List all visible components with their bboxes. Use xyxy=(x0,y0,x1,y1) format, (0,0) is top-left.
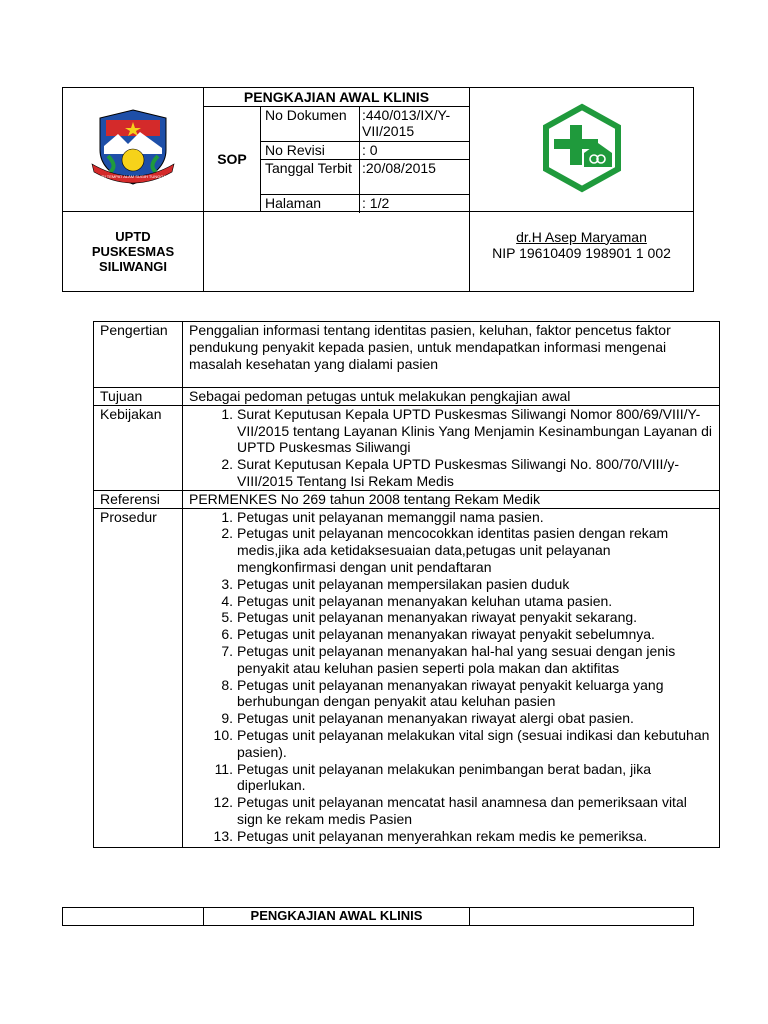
document-title: PENGKAJIAN AWAL KLINIS xyxy=(204,88,469,107)
header-info-cell xyxy=(204,88,470,212)
footer-blank-right xyxy=(470,908,694,926)
prosedur-item-text: Petugas unit pelayanan menanyakan riwayat penyakit keluarga yang berhubungan dengan penyakit atau keluhan pasien xyxy=(237,676,664,710)
prosedur-item xyxy=(189,609,713,626)
prosedur-item xyxy=(189,828,713,845)
kebijakan-item-number: 1. xyxy=(221,405,233,422)
referensi-label: Referensi xyxy=(94,490,183,508)
header-table xyxy=(62,87,694,292)
kebijakan-list xyxy=(189,406,713,490)
revision-value: : 0 xyxy=(362,142,378,158)
prosedur-item xyxy=(189,509,713,526)
tujuan-label: Tujuan xyxy=(94,388,183,406)
revision-label: No Revisi xyxy=(261,142,360,159)
prosedur-item-text: Petugas unit pelayanan menanyakan riwayat penyakit sekarang. xyxy=(237,609,638,626)
tujuan-text: Sebagai pedoman petugas untuk melakukan pengkajian awal xyxy=(183,388,720,406)
doc-number-value: :440/013/IX/Y-VII/2015 xyxy=(362,107,451,139)
footer-blank-left xyxy=(63,908,204,926)
prosedur-item-text: Petugas unit pelayanan mencatat hasil anamnesa dan pemeriksaan vital sign ke rekam medis Pasien xyxy=(237,794,687,827)
kebijakan-item-text: Surat Keputusan Kepala UPTD Puskesmas Siliwangi No. 800/70/VIII/y-VIII/2015 Tentang Isi Rekam Medis xyxy=(237,456,679,489)
prosedur-item xyxy=(189,593,713,610)
prosedur-item xyxy=(189,576,713,593)
prosedur-item-number: 2. xyxy=(221,525,233,542)
pengertian-label: Pengertian xyxy=(94,322,183,388)
prosedur-item-number: 4. xyxy=(221,592,233,609)
prosedur-item xyxy=(189,761,713,795)
page-label: Halaman xyxy=(261,195,360,213)
prosedur-item-text: Petugas unit pelayanan melakukan penimbangan berat badan, jika diperlukan. xyxy=(237,760,652,794)
prosedur-item-number: 7. xyxy=(221,642,233,659)
prosedur-item-text: Petugas unit pelayanan mempersilakan pasien duduk xyxy=(237,575,570,592)
prosedur-item-number: 9. xyxy=(221,710,233,727)
pengertian-text: Penggalian informasi tentang identitas pasien, keluhan, faktor pencetus faktor pendukung penyakit kepada pasien, untuk mendapatkan informasi mengenai masalah kesehatan yang dialami pasien xyxy=(183,322,720,388)
org-line-3: SILIWANGI xyxy=(99,259,167,274)
prosedur-item xyxy=(189,626,713,643)
prosedur-item-text: Petugas unit pelayanan mencocokkan identitas pasien dengan rekam medis,jika ada ketidaksesuaian data,petugas unit pelayanan mengkonfirmasi dengan unit pendaftaran xyxy=(237,525,669,575)
footer-title: PENGKAJIAN AWAL KLINIS xyxy=(204,908,470,926)
prosedur-item-number: 8. xyxy=(221,676,233,693)
prosedur-item-number: 1. xyxy=(221,508,233,525)
prosedur-item xyxy=(189,794,713,828)
prosedur-item-number: 6. xyxy=(221,626,233,643)
prosedur-item xyxy=(189,710,713,727)
prosedur-label: Prosedur xyxy=(94,508,183,847)
prosedur-item-text: Petugas unit pelayanan menyerahkan rekam medis ke pemeriksa. xyxy=(237,827,648,844)
org-line-2: PUSKESMAS xyxy=(91,244,175,259)
issue-date-label: Tanggal Terbit xyxy=(261,160,360,194)
prosedur-item-number: 3. xyxy=(221,575,233,592)
sop-label: SOP xyxy=(204,107,261,211)
prosedur-item-text: Petugas unit pelayanan menanyakan riwayat alergi obat pasien. xyxy=(237,710,634,727)
prosedur-item-text: Petugas unit pelayanan melakukan vital sign (sesuai indikasi dan kebutuhan pasien). xyxy=(237,726,710,760)
kebijakan-item xyxy=(189,456,713,490)
org-line-1: UPTD xyxy=(115,229,151,244)
prosedur-list xyxy=(189,509,713,845)
signer-nip: NIP 19610409 198901 1 002 xyxy=(492,244,671,261)
prosedur-item-number: 12. xyxy=(213,794,233,811)
prosedur-item xyxy=(189,677,713,711)
regional-emblem-icon xyxy=(88,106,178,190)
puskesmas-logo-icon xyxy=(540,103,624,193)
kebijakan-item-text: Surat Keputusan Kepala UPTD Puskesmas Siliwangi Nomor 800/69/VIII/Y-VII/2015 tentang Layanan Klinis Yang Menjamin Kesinambungan Layanan di UPTD Puskesmas Siliwangi xyxy=(237,405,713,456)
prosedur-item xyxy=(189,727,713,761)
kebijakan-label: Kebijakan xyxy=(94,405,183,490)
prosedur-item-text: Petugas unit pelayanan memanggil nama pasien. xyxy=(237,508,544,525)
organization-name xyxy=(63,212,204,292)
prosedur-item-text: Petugas unit pelayanan menanyakan riwayat penyakit sebelumnya. xyxy=(237,626,655,643)
page-value: : 1/2 xyxy=(362,195,390,211)
prosedur-item xyxy=(189,643,713,677)
sop-content-table xyxy=(93,321,720,848)
prosedur-item-text: Petugas unit pelayanan menanyakan keluhan utama pasien. xyxy=(237,592,613,609)
emblem-motto: CIRI TEMPAT ALAM SUGIH TUNGGAL xyxy=(97,174,169,179)
kebijakan-item xyxy=(189,406,713,456)
blank-cell xyxy=(204,212,470,292)
prosedur-list-cell xyxy=(183,508,720,847)
prosedur-item-number: 10. xyxy=(213,726,233,743)
signer-cell xyxy=(470,212,694,292)
kebijakan-list-cell xyxy=(183,405,720,490)
doc-number-label: No Dokumen xyxy=(261,107,360,141)
prosedur-item-number: 13. xyxy=(213,827,233,844)
prosedur-item-text: Petugas unit pelayanan menanyakan hal-hal yang sesuai dengan jenis penyakit atau keluhan pasien seperti pola makan dan aktifitas xyxy=(237,642,676,676)
footer-table xyxy=(62,907,694,926)
signer-name: dr.H Asep Maryaman xyxy=(516,228,647,245)
prosedur-item xyxy=(189,525,713,575)
puskesmas-logo-cell xyxy=(470,88,694,212)
prosedur-item-number: 5. xyxy=(221,609,233,626)
kebijakan-item-number: 2. xyxy=(221,456,233,473)
issue-date-value: :20/08/2015 xyxy=(362,160,436,176)
referensi-text: PERMENKES No 269 tahun 2008 tentang Rekam Medik xyxy=(183,490,720,508)
prosedur-item-number: 11. xyxy=(214,760,233,777)
regional-logo-cell xyxy=(63,88,204,212)
